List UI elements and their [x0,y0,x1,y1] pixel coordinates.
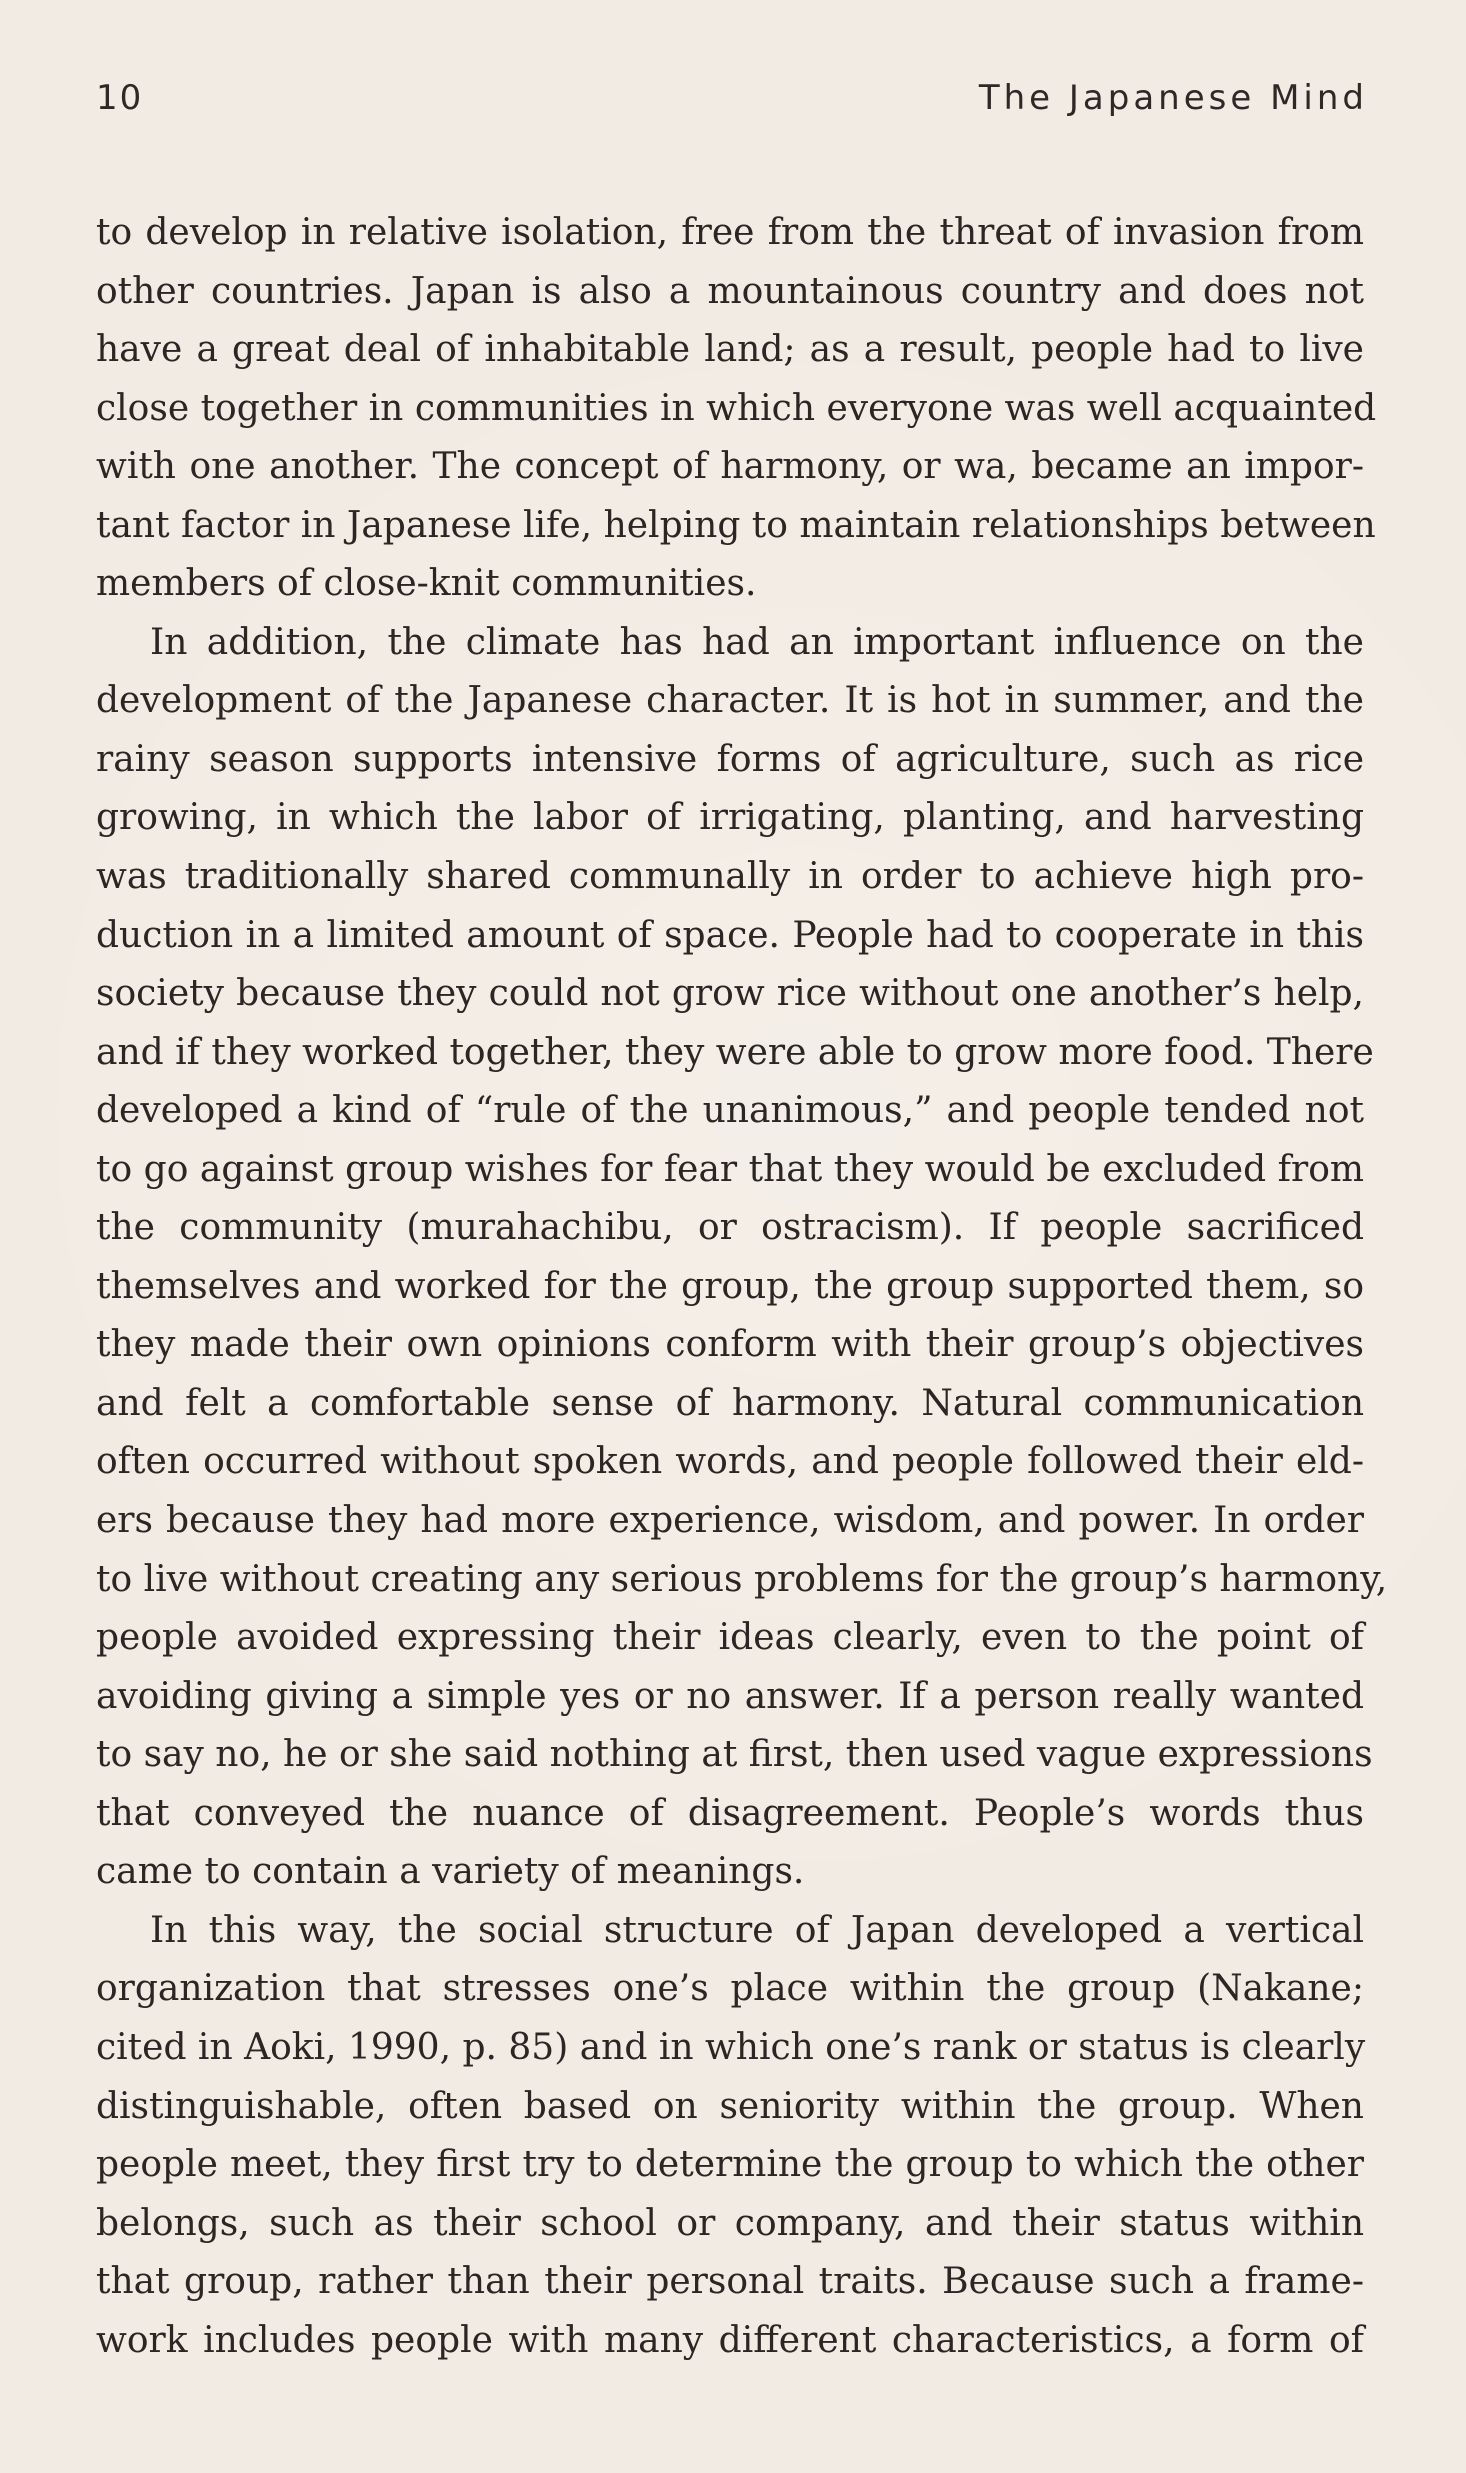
text-line: development of the Japanese character. It is hot in summer, and the [96,680,1364,722]
text-line: cited in Aoki, 1990, p. 85) and in which one’s rank or status is clearly [96,2026,1366,2068]
text-line: to develop in relative isolation, free from the threat of invasion from [96,212,1364,253]
paragraph-start-line: In this way, the social structure of Japan developed a vertical [150,1909,1364,1951]
text-line: growing, in which the labor of irrigating, planting, and harvesting [96,797,1364,839]
text-line: distinguishable, often based on seniority within the group. When [96,2085,1364,2127]
text-line: developed a kind of “rule of the unanimous,” and people tended not [96,1090,1364,1132]
text-line: avoiding giving a simple yes or no answer. If a person really wanted [96,1675,1364,1717]
text-line: to say no, he or she said nothing at first, then used vague expressions [96,1734,1373,1776]
text-line: have a great deal of inhabitable land; as a result, people had to live [96,329,1364,371]
text-line: that conveyed the nuance of disagreement. People’s words thus [96,1792,1364,1834]
text-line: to live without creating any serious problems for the group’s harmony, [96,1558,1388,1600]
text-line: other countries. Japan is also a mountainous country and does not [96,270,1364,312]
text-line: belongs, such as their school or company, and their status within [96,2202,1364,2244]
text-line: that group, rather than their personal traits. Because such a frame- [96,2261,1364,2303]
text-line: close together in communities in which everyone was well acquainted [96,387,1377,429]
text-line: work includes people with many different characteristics, a form of [96,2319,1364,2361]
text-line: tant factor in Japanese life, helping to maintain relationships between [96,504,1376,546]
running-head [96,78,1368,128]
paragraph-start-line: In addition, the climate has had an important influence on the [150,621,1364,663]
text-line: was traditionally shared communally in order to achieve high pro- [96,856,1364,898]
text-line: the community (murahachibu, or ostracism). If people sacrificed [96,1207,1364,1249]
body-text [96,204,1388,2370]
page-number: 10 [96,78,144,118]
text-line: rainy season supports intensive forms of agriculture, such as rice [96,738,1364,780]
text-line: society because they could not grow rice without one another’s help, [96,973,1364,1015]
text-line: with one another. The concept of harmony, or wa, became an impor- [96,446,1364,488]
text-line: people avoided expressing their ideas clearly, even to the point of [96,1617,1364,1659]
text-line: and if they worked together, they were able to grow more food. There [96,1031,1374,1073]
text-line: they made their own opinions conform with their group’s objectives [96,1324,1364,1366]
book-title: The Japanese Mind [978,78,1368,118]
text-line: came to contain a variety of meanings. [96,1851,805,1893]
text-line: organization that stresses one’s place within the group (Nakane; [96,1968,1364,2010]
text-line: ers because they had more experience, wisdom, and power. In order [96,1500,1364,1542]
text-line: and felt a comfortable sense of harmony. Natural communication [96,1382,1364,1424]
text-line: people meet, they first try to determine the group to which the other [96,2144,1364,2186]
text-line: to go against group wishes for fear that they would be excluded from [96,1148,1364,1190]
text-line: members of close-knit communities. [96,563,757,605]
text-line: often occurred without spoken words, and people followed their eld- [96,1441,1364,1483]
text-line: themselves and worked for the group, the group supported them, so [96,1265,1364,1307]
text-line: duction in a limited amount of space. People had to cooperate in this [96,914,1364,956]
